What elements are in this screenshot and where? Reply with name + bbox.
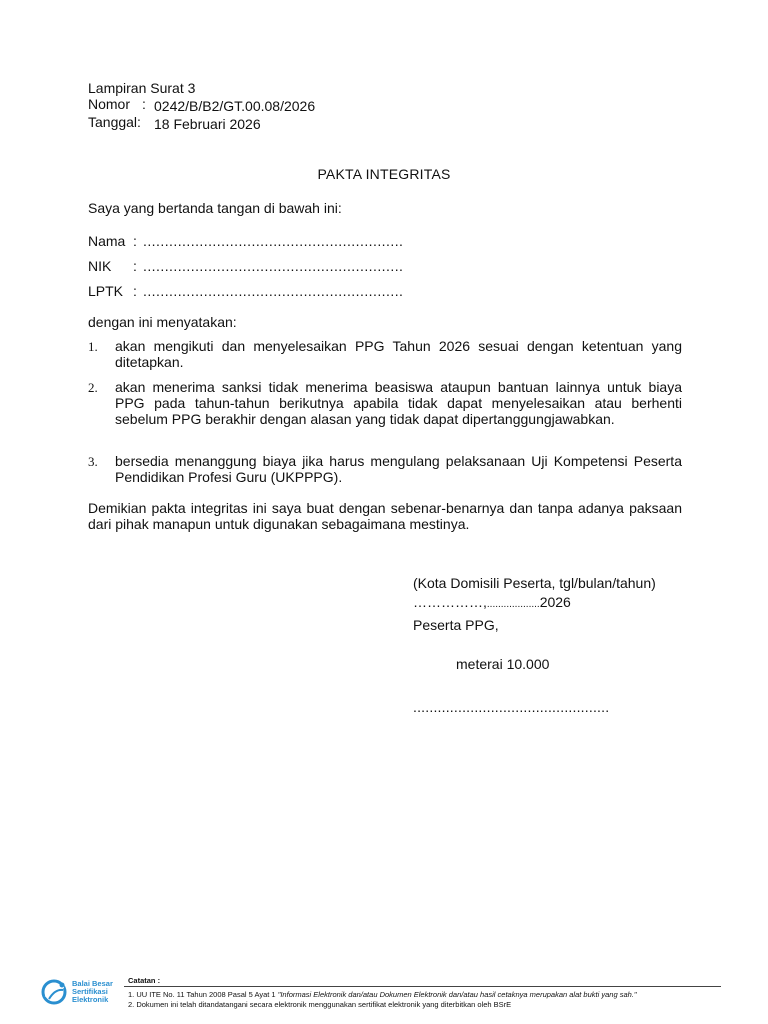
field-dots-nama: ............................................................ xyxy=(143,233,404,249)
date-dots: ................... xyxy=(486,599,540,610)
date-line xyxy=(413,594,571,613)
field-label-nik: NIK xyxy=(88,258,112,274)
footer-divider xyxy=(124,986,721,987)
field-dots-lptk: ............................................................ xyxy=(143,283,404,299)
date-year: 2026 xyxy=(539,594,571,610)
footer-note-1 xyxy=(128,990,637,1000)
tanggal-label: Tanggal: xyxy=(88,114,141,130)
field-colon-nama: : xyxy=(133,233,137,249)
bsre-logo-icon xyxy=(40,977,70,1007)
place-date-hint: (Kota Domisili Peserta, tgl/bulan/tahun) xyxy=(413,575,656,591)
statement-number: 3. xyxy=(88,454,98,469)
tanggal-value: 18 Februari 2026 xyxy=(154,116,261,132)
declaration-intro: dengan ini menyatakan: xyxy=(88,314,237,330)
field-colon-lptk: : xyxy=(133,283,137,299)
note-1-quote: "Informasi Elektronik dan/atau Dokumen Elektronik dan/atau hasil cetaknya merupakan alat bukti yang sah." xyxy=(277,990,637,999)
field-label-nama: Nama xyxy=(88,233,126,249)
lampiran-label: Lampiran Surat 3 xyxy=(88,80,196,96)
catatan-label: Catatan : xyxy=(128,976,161,985)
signer-role: Peserta PPG, xyxy=(413,617,499,633)
document-title: PAKTA INTEGRITAS xyxy=(317,166,451,182)
closing-paragraph: Demikian pakta integritas ini saya buat dengan sebenar-benarnya dan tanpa adanya paksaan dari pihak manapun untuk digunakan sebagaimana mestinya. xyxy=(88,500,682,532)
nomor-label: Nomor xyxy=(88,96,131,112)
stamp-placeholder: meterai 10.000 xyxy=(456,656,550,672)
field-colon-nik: : xyxy=(133,258,137,274)
date-ellipsis: ……………, xyxy=(413,594,487,610)
field-dots-nik: ............................................................ xyxy=(143,258,404,274)
statement-text: akan mengikuti dan menyelesaikan PPG Tahun 2026 sesuai dengan ketentuan yang ditetapkan. xyxy=(115,338,682,370)
field-label-lptk: LPTK xyxy=(88,283,124,299)
logo-line: Balai Besar xyxy=(72,979,113,988)
logo-line: Sertifikasi xyxy=(72,987,108,996)
statement-text: bersedia menanggung biaya jika harus mengulang pelaksanaan Uji Kompetensi Peserta Pendidikan Profesi Guru (UKPPPG). xyxy=(115,453,682,485)
statement-number: 1. xyxy=(88,339,98,354)
statement-text: akan menerima sanksi tidak menerima beasiswa ataupun bantuan lainnya untuk biaya PPG pada tahun-tahun berikutnya apabila tidak dapat menyelesaikan atau berhenti sebelum PPG berakhir dengan alasan yang tidak dapat dipertanggungjawabkan. xyxy=(115,379,682,427)
name-signature-line: ................................................ xyxy=(413,699,610,715)
logo-line: Elektronik xyxy=(72,995,109,1004)
nomor-value: 0242/B/B2/GT.00.08/2026 xyxy=(154,98,316,114)
nomor-colon: : xyxy=(142,96,146,112)
intro-text: Saya yang bertanda tangan di bawah ini: xyxy=(88,200,342,216)
footer-note-2: 2. Dokumen ini telah ditandatangani secara elektronik menggunakan sertifikat elektronik yang diterbitkan oleh BSrE xyxy=(128,1000,512,1009)
note-1-prefix: 1. UU ITE No. 11 Tahun 2008 Pasal 5 Ayat 1 xyxy=(128,990,278,999)
statement-number: 2. xyxy=(88,380,98,395)
